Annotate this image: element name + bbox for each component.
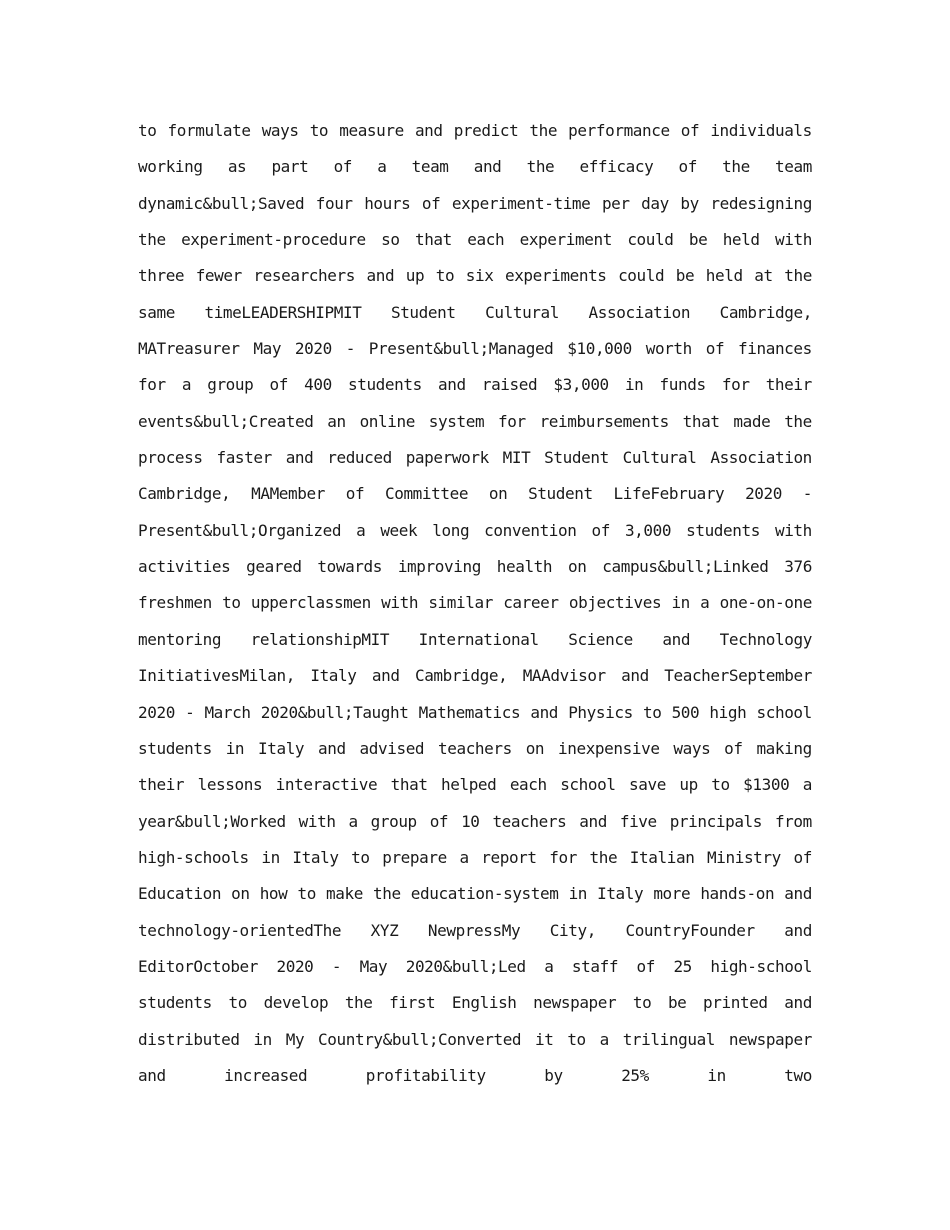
- word: per: [601, 193, 630, 213]
- word: Physics: [568, 702, 633, 722]
- word: a: [356, 520, 366, 540]
- word: $1300: [743, 775, 790, 795]
- word: upperclassmen: [250, 593, 371, 613]
- word: -: [345, 339, 355, 359]
- word: so: [381, 230, 400, 250]
- word: of: [345, 484, 365, 504]
- word: group: [207, 375, 254, 395]
- word: by: [680, 193, 699, 213]
- word: -: [331, 956, 342, 976]
- word: of: [793, 847, 812, 867]
- word: staff: [571, 956, 619, 976]
- word: lessons: [197, 775, 263, 795]
- word: a: [377, 157, 387, 177]
- word: could: [627, 230, 674, 250]
- word: geared: [246, 557, 302, 577]
- word: activities: [138, 557, 231, 577]
- word: CountryFounder: [625, 920, 755, 940]
- word: newspaper: [533, 993, 617, 1013]
- word: a: [802, 775, 812, 795]
- word: education-system: [410, 884, 559, 904]
- word: four: [315, 193, 353, 213]
- word: students: [138, 738, 212, 758]
- text-line: [138, 113, 812, 149]
- word: prepare: [382, 847, 447, 867]
- word: 2020&bull;Led: [405, 956, 526, 976]
- word: individuals: [710, 121, 812, 140]
- word: a: [181, 375, 192, 395]
- word: that: [390, 775, 428, 795]
- word: 10: [461, 811, 480, 831]
- text-line: [138, 949, 812, 985]
- word: predict: [453, 121, 519, 140]
- text-line: [138, 985, 812, 1021]
- word: report: [481, 847, 537, 867]
- word: students: [138, 993, 212, 1013]
- word: Cambridge,: [414, 666, 508, 686]
- word: 500: [671, 702, 700, 722]
- word: MATreasurer: [138, 339, 240, 359]
- word: and: [579, 811, 607, 831]
- word: reimbursements: [539, 411, 669, 431]
- word: of: [429, 811, 449, 831]
- word: it: [535, 1029, 554, 1049]
- word: teachers: [438, 738, 512, 758]
- word: with: [775, 230, 812, 250]
- word: 400: [304, 375, 332, 395]
- word: school: [756, 702, 812, 722]
- word: group: [370, 811, 417, 831]
- word: Education: [138, 884, 222, 904]
- word: up: [405, 266, 425, 286]
- word: measure: [339, 121, 404, 140]
- text-line: [138, 149, 812, 185]
- word: events&bull;Created: [138, 411, 314, 431]
- word: Italy: [292, 847, 339, 867]
- word: the: [138, 230, 166, 250]
- text-line: [138, 1058, 812, 1094]
- word: in: [624, 375, 644, 395]
- word: with: [298, 811, 336, 831]
- word: paperwork: [405, 448, 489, 468]
- word: Present&bull;Managed: [368, 339, 554, 359]
- word: high-school: [710, 956, 812, 976]
- word: fewer: [195, 266, 242, 286]
- word: efficacy: [579, 157, 654, 177]
- word: InitiativesMilan,: [138, 666, 295, 686]
- word: timeLEADERSHIPMIT: [204, 302, 362, 322]
- word: 2020&bull;Taught: [260, 702, 409, 722]
- text-line: [138, 331, 812, 367]
- word: 2020: [138, 702, 175, 722]
- word: the: [344, 993, 373, 1013]
- word: high-schools: [138, 847, 249, 867]
- word: to: [642, 702, 662, 722]
- word: to: [222, 593, 241, 613]
- word: Country&bull;Converted: [318, 1029, 522, 1049]
- word: a: [459, 847, 469, 867]
- word: trilingual: [622, 1029, 716, 1049]
- word: TeacherSeptember: [664, 666, 812, 686]
- word: distributed: [138, 1029, 240, 1049]
- word: -: [185, 702, 195, 722]
- word: five: [619, 811, 657, 831]
- word: Cultural: [622, 448, 697, 468]
- word: LifeFebruary: [613, 484, 725, 504]
- text-line: [138, 222, 812, 258]
- word: MAAdvisor: [522, 666, 606, 686]
- word: researchers: [253, 266, 355, 286]
- word: be: [675, 266, 695, 286]
- word: faster: [216, 448, 272, 468]
- word: at: [754, 266, 773, 286]
- word: part: [271, 157, 309, 177]
- word: My: [285, 1029, 305, 1049]
- text-line: [138, 440, 812, 476]
- word: and: [414, 121, 443, 140]
- word: three: [138, 266, 185, 286]
- word: and: [784, 993, 812, 1013]
- word: Student: [528, 484, 593, 504]
- word: and: [138, 1065, 166, 1085]
- text-line: [138, 585, 812, 621]
- word: each: [509, 775, 547, 795]
- word: two: [784, 1065, 812, 1085]
- word: March: [204, 702, 251, 722]
- word: experiment-time: [451, 193, 591, 213]
- word: of: [636, 956, 655, 976]
- word: held: [705, 266, 743, 286]
- word: freshmen: [138, 593, 212, 613]
- text-line: [138, 913, 812, 949]
- word: Association: [710, 448, 812, 468]
- word: objectives: [568, 593, 662, 613]
- word: in: [671, 593, 690, 613]
- word: 2020: [276, 956, 314, 976]
- text-line: [138, 258, 812, 294]
- word: in: [253, 1029, 272, 1049]
- word: English: [451, 993, 517, 1013]
- word: team: [411, 157, 449, 177]
- document-body-text: [138, 113, 812, 1094]
- word: the: [589, 847, 618, 867]
- word: 2020: [745, 484, 782, 504]
- word: mentoring: [138, 629, 222, 649]
- word: advised: [359, 738, 425, 758]
- word: develop: [263, 993, 329, 1013]
- word: Italy: [310, 666, 357, 686]
- word: $10,000: [567, 339, 632, 359]
- word: of: [724, 738, 743, 758]
- word: be: [688, 230, 708, 250]
- word: make: [326, 884, 363, 904]
- word: to: [309, 121, 329, 140]
- word: XYZ: [370, 920, 399, 940]
- word: and: [621, 666, 649, 686]
- word: Cambridge,: [138, 484, 231, 504]
- word: Student: [544, 448, 609, 468]
- word: for: [549, 847, 577, 867]
- word: MAMember: [251, 484, 325, 504]
- word: newspaper: [728, 1029, 812, 1049]
- word: a: [700, 593, 710, 613]
- text-line: [138, 549, 812, 585]
- word: week: [380, 520, 418, 540]
- word: of: [705, 339, 725, 359]
- word: to: [228, 993, 247, 1013]
- word: Cambridge,: [719, 302, 812, 322]
- word: formulate: [167, 121, 251, 140]
- text-line: [138, 1022, 812, 1058]
- word: on: [231, 884, 250, 904]
- word: and: [371, 666, 400, 686]
- word: working: [138, 157, 203, 177]
- word: career: [503, 593, 559, 613]
- word: principals: [669, 811, 763, 831]
- word: Association: [588, 302, 691, 322]
- text-line: [138, 731, 812, 767]
- word: to: [567, 1029, 586, 1049]
- word: City,: [549, 920, 596, 940]
- word: day: [641, 193, 669, 213]
- word: the: [784, 266, 812, 286]
- word: Italian: [629, 847, 695, 867]
- word: experiments: [504, 266, 607, 286]
- word: of: [333, 157, 353, 177]
- word: 25%: [621, 1065, 649, 1085]
- word: and: [530, 702, 559, 722]
- text-line: [138, 804, 812, 840]
- word: their: [138, 775, 185, 795]
- word: 2020: [294, 339, 332, 359]
- word: -: [802, 484, 812, 504]
- word: for: [498, 411, 526, 431]
- word: a: [599, 1029, 609, 1049]
- word: ways: [261, 121, 299, 140]
- word: save: [629, 775, 666, 795]
- word: Italy: [258, 738, 305, 758]
- word: reduced: [327, 448, 392, 468]
- word: and: [662, 629, 691, 649]
- word: and: [784, 884, 812, 904]
- word: towards: [317, 557, 383, 577]
- word: of: [680, 121, 700, 140]
- word: Technology: [719, 629, 812, 649]
- text-line: [138, 513, 812, 549]
- word: experiment-procedure: [181, 230, 366, 250]
- word: their: [765, 375, 812, 395]
- word: from: [774, 811, 812, 831]
- word: made: [733, 411, 771, 431]
- text-line: [138, 767, 812, 803]
- word: helped: [441, 775, 497, 795]
- word: the: [722, 157, 750, 177]
- word: 3,000: [624, 520, 672, 540]
- word: by: [544, 1065, 563, 1085]
- word: the: [373, 884, 401, 904]
- word: students: [686, 520, 760, 540]
- word: May: [359, 956, 388, 976]
- word: increased: [224, 1065, 308, 1085]
- word: in: [568, 884, 588, 904]
- word: six: [465, 266, 494, 286]
- word: the: [784, 411, 812, 431]
- word: to: [435, 266, 455, 286]
- word: performance: [568, 121, 670, 140]
- word: ways: [673, 738, 711, 758]
- text-line: [138, 367, 812, 403]
- word: convention: [484, 520, 577, 540]
- word: International: [418, 629, 539, 649]
- word: redesigning: [710, 193, 812, 213]
- word: with: [381, 593, 419, 613]
- text-line: [138, 295, 812, 331]
- word: to: [138, 121, 157, 140]
- word: relationshipMIT: [250, 629, 390, 649]
- word: be: [667, 993, 687, 1013]
- word: 25: [673, 956, 692, 976]
- word: process: [138, 448, 203, 468]
- word: to: [711, 775, 730, 795]
- word: the: [526, 157, 555, 177]
- word: worth: [645, 339, 692, 359]
- word: for: [721, 375, 750, 395]
- text-line: [138, 658, 812, 694]
- word: Student: [390, 302, 456, 322]
- word: school: [560, 775, 616, 795]
- word: as: [227, 157, 247, 177]
- word: team: [775, 157, 812, 177]
- word: system: [428, 411, 485, 431]
- word: May: [253, 339, 282, 359]
- word: online: [359, 411, 415, 431]
- word: making: [756, 738, 812, 758]
- word: teachers: [492, 811, 567, 831]
- word: EditorOctober: [138, 956, 259, 976]
- word: and: [366, 266, 395, 286]
- word: Ministry: [707, 847, 781, 867]
- word: funds: [659, 375, 706, 395]
- word: Science: [568, 629, 633, 649]
- word: that: [414, 230, 452, 250]
- word: in: [707, 1065, 726, 1085]
- text-line: [138, 622, 812, 658]
- word: could: [618, 266, 665, 286]
- word: up: [679, 775, 698, 795]
- word: and: [438, 375, 466, 395]
- word: students: [347, 375, 422, 395]
- word: MIT: [502, 448, 531, 468]
- word: $3,000: [553, 375, 609, 395]
- word: Present&bull;Organized: [138, 520, 342, 540]
- word: Mathematics: [418, 702, 521, 722]
- word: improving: [397, 557, 481, 577]
- word: in: [225, 738, 245, 758]
- word: a: [348, 811, 358, 831]
- word: raised: [481, 375, 538, 395]
- word: more: [653, 884, 691, 904]
- word: long: [432, 520, 470, 540]
- text-line: [138, 186, 812, 222]
- word: dynamic&bull;Saved: [138, 193, 305, 213]
- text-line: [138, 476, 812, 512]
- word: for: [138, 375, 166, 395]
- word: Committee: [384, 484, 469, 504]
- text-line: [138, 840, 812, 876]
- word: the: [529, 121, 558, 140]
- word: NewpressMy: [427, 920, 521, 940]
- word: on: [525, 738, 545, 758]
- word: health: [496, 557, 553, 577]
- word: of: [421, 193, 441, 213]
- word: printed: [703, 993, 768, 1013]
- word: of: [269, 375, 288, 395]
- word: Cultural: [485, 302, 560, 322]
- word: that: [682, 411, 720, 431]
- word: to: [297, 884, 316, 904]
- word: year&bull;Worked: [138, 811, 286, 831]
- word: inexpensive: [558, 738, 660, 758]
- word: to: [351, 847, 370, 867]
- word: profitability: [365, 1065, 486, 1085]
- word: one-on-one: [719, 593, 812, 613]
- word: hands-on: [700, 884, 775, 904]
- word: campus&bull;Linked: [602, 557, 769, 577]
- word: finances: [738, 339, 812, 359]
- word: 376: [784, 557, 812, 577]
- word: and: [318, 738, 346, 758]
- word: in: [261, 847, 280, 867]
- word: experiment: [519, 230, 612, 250]
- word: to: [632, 993, 652, 1013]
- word: on: [567, 557, 587, 577]
- word: how: [259, 884, 288, 904]
- word: interactive: [275, 775, 378, 795]
- word: each: [467, 230, 505, 250]
- word: and: [285, 448, 314, 468]
- word: similar: [428, 593, 493, 613]
- word: on: [488, 484, 508, 504]
- text-line: [138, 404, 812, 440]
- word: a: [544, 956, 554, 976]
- word: and: [473, 157, 502, 177]
- word: held: [722, 230, 760, 250]
- word: same: [138, 302, 175, 322]
- word: an: [327, 411, 346, 431]
- word: of: [678, 157, 697, 177]
- word: with: [774, 520, 812, 540]
- text-line: [138, 695, 812, 731]
- word: hours: [364, 193, 411, 213]
- word: first: [389, 993, 436, 1013]
- text-line: [138, 876, 812, 912]
- word: of: [591, 520, 610, 540]
- word: and: [784, 920, 812, 940]
- word: Italy: [597, 884, 644, 904]
- word: technology-orientedThe: [138, 920, 342, 940]
- word: high: [709, 702, 747, 722]
